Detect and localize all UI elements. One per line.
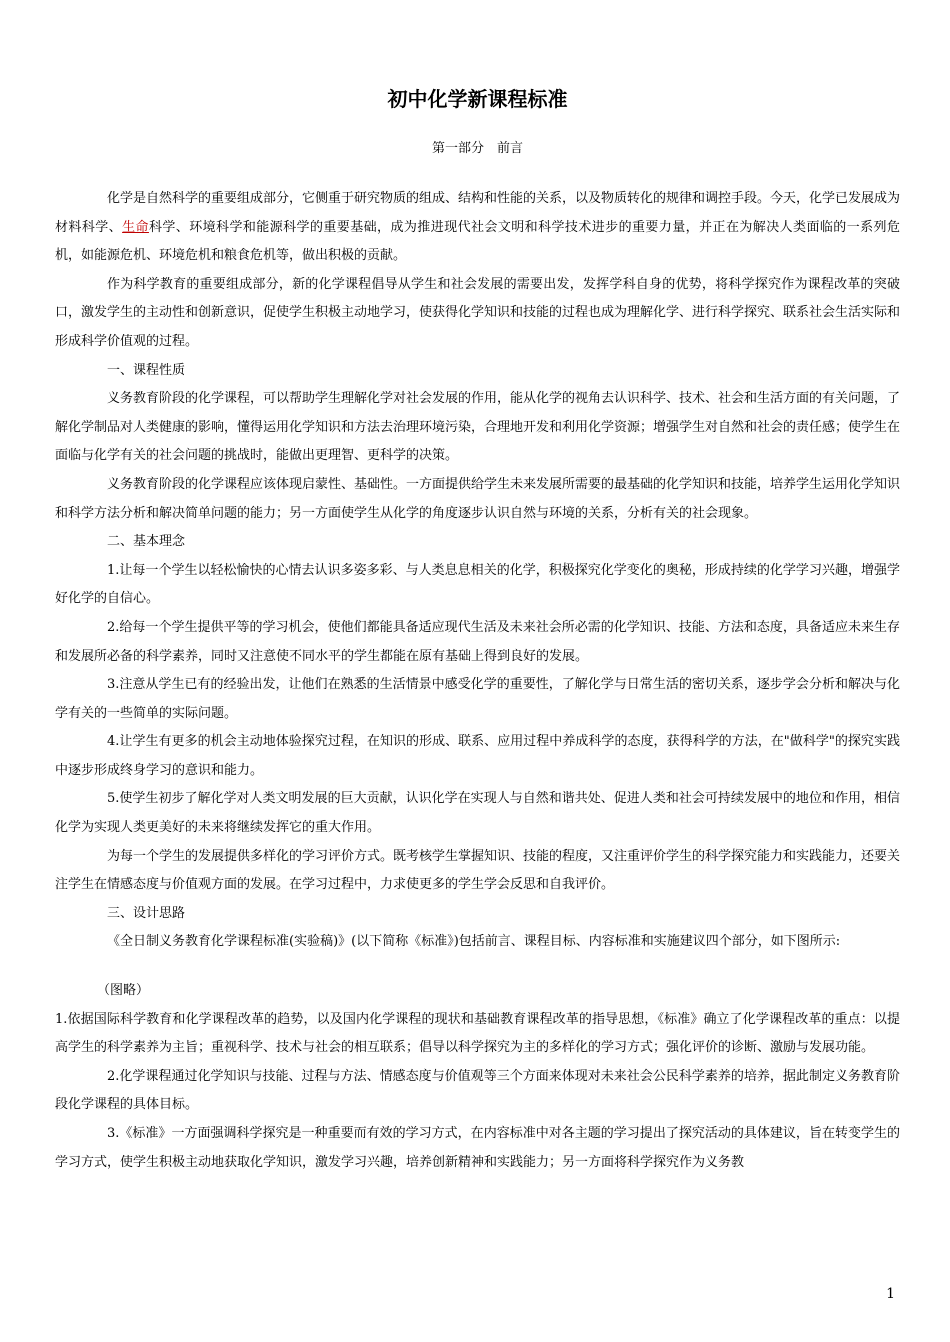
intro-text-after: 科学、环境科学和能源科学的重要基础，成为推进现代社会文明和科学技术进步的重要力量，并正在为解决人类面临的一系列危机，如能源危机、环境危机和粮食危机等，做出积极的贡献。 [55,219,900,264]
section-heading-basic-concepts: 二、基本理念 [107,534,186,550]
design-intro-paragraph: 《全日制义务教育化学课程标准(实验稿)》(以下简称《标准》)包括前言、课程目标、内容标准和实施建议四个部分，如下图所示: [107,934,841,950]
concept-item-2: 2.给每一个学生提供平等的学习机会，使他们都能具备适应现代生活及未来社会所必需的化学知识、技能、方法和态度，具备适应未来生存和发展所必备的科学素养，同时又注意使不同水平的学生都能在原有基础上得到良好的发展。 [55,619,900,664]
concept-item-1: 1.让每一个学生以轻松愉快的心情去认识多姿多彩、与人类息息相关的化学，积极探究化学变化的奥秘，形成持续的化学学习兴趣，增强学好化学的自信心。 [55,562,900,607]
life-science-link[interactable]: 生命 [122,219,149,235]
page-number: 1 [886,1286,895,1302]
concept-closing-paragraph: 为每一个学生的发展提供多样化的学习评价方式。既考核学生掌握知识、技能的程度，又注重评价学生的科学探究能力和实践能力，还要关注学生在情感态度与价值观方面的发展。在学习过程中，力求使更多的学生学会反思和自我评价。 [55,848,901,893]
figure-omitted-note: （图略） [97,983,150,999]
design-item-3: 3.《标准》一方面强调科学探究是一种重要而有效的学习方式，在内容标准中对各主题的学习提出了探究活动的具体建议，旨在转变学生的学习方式，使学生积极主动地获取化学知识，激发学习兴趣，培养创新精神和实践能力；另一方面将科学探究作为义务教 [55,1126,900,1170]
concept-item-5: 5.使学生初步了解化学对人类文明发展的巨大贡献，认识化学在实现人与自然和谐共处、促进人类和社会可持续发展中的地位和作用，相信化学为实现人类更美好的未来将继续发挥它的重大作用。 [55,791,900,836]
course-nature-paragraph-1: 义务教育阶段的化学课程，可以帮助学生理解化学对社会发展的作用，能从化学的视角去认识科学、技术、社会和生活方面的有关问题，了解化学制品对人类健康的影响，懂得运用化学知识和方法去治理环境污染，合理地开发和利用化学资源；增强学生对自然和社会的责任感；使学生在面临与化学有关的社会问题的挑战时，能做出更理智、更科学的决策。 [55,391,901,464]
concept-item-3: 3.注意从学生已有的经验出发，让他们在熟悉的生活情景中感受化学的重要性，了解化学与日常生活的密切关系，逐步学会分析和解决与化学有关的一些简单的实际问题。 [55,677,900,721]
part-subtitle: 第一部分 前言 [431,141,523,156]
course-nature-paragraph-2: 义务教育阶段的化学课程应该体现启蒙性、基础性。一方面提供给学生未来发展所需要的最基础的化学知识和技能，培养学生运用化学知识和科学方法分析和解决简单问题的能力；另一方面使学生从化学的角度逐步认识自然与环境的关系，分析有关的社会现象。 [55,476,901,521]
intro-paragraph-1 [55,185,900,271]
section-heading-course-nature: 一、课程性质 [107,362,186,378]
design-item-2: 2.化学课程通过化学知识与技能、过程与方法、情感态度与价值观等三个方面来体现对未来社会公民科学素养的培养，据此制定义务教育阶段化学课程的具体目标。 [55,1068,900,1113]
document-page [55,85,900,1177]
section-heading-design-ideas: 三、设计思路 [107,905,186,921]
intro-paragraph-2: 作为科学教育的重要组成部分，新的化学课程倡导从学生和社会发展的需要出发，发挥学科自身的优势，将科学探究作为课程改革的突破口，激发学生的主动性和创新意识，促使学生积极主动地学习，使获得化学知识和技能的过程也成为理解化学、进行科学探究、联系社会生活实际和形成科学价值观的过程。 [55,276,901,349]
design-item-1: 1.依据国际科学教育和化学课程改革的趋势，以及国内化学课程的现状和基础教育课程改革的指导思想，《标准》确立了化学课程改革的重点：以提高学生的科学素养为主旨；重视科学、技术与社会的相互联系；倡导以科学探究为主的多样化的学习方式；强化评价的诊断、激励与发展功能。 [55,1011,900,1056]
document-title: 初中化学新课程标准 [387,87,568,111]
concept-item-4: 4.让学生有更多的机会主动地体验探究过程，在知识的形成、联系、应用过程中养成科学的态度，获得科学的方法，在"做科学"的探究实践中逐步形成终身学习的意识和能力。 [55,734,900,778]
intro-text-before: 化学是自然科学的重要组成部分，它侧重于研究物质的组成、结构和性能的关系，以及物质转化的规律和调控手段。今天，化学已发展成为材料科学、 [55,191,901,235]
